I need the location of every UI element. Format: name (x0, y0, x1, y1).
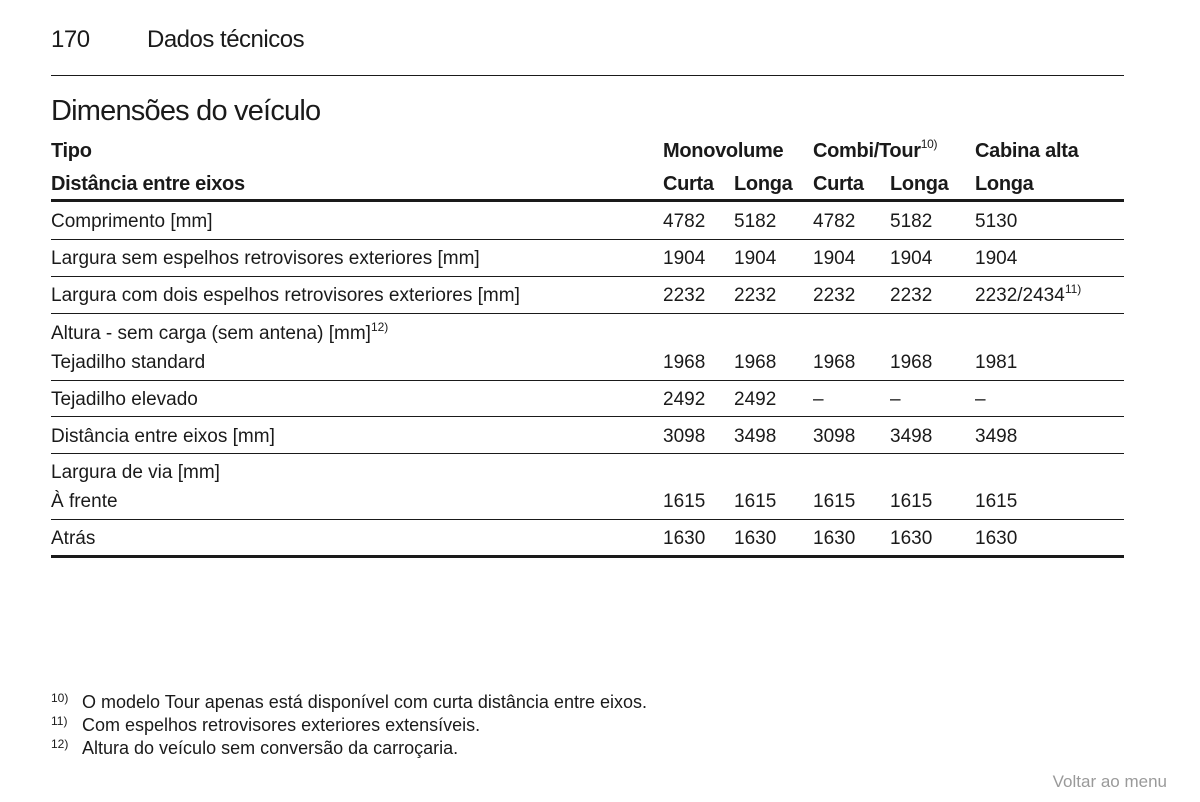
cell: 1630 (975, 528, 1018, 549)
cell: 2492 (734, 389, 777, 410)
cell: 2232 (663, 285, 706, 306)
header-col-1: Curta (663, 173, 714, 195)
row-label: Largura sem espelhos retrovisores exteriores [mm] (51, 248, 480, 269)
header-label-wheelbase: Distância entre eixos (51, 173, 245, 195)
header-group-cabina-alta: Cabina alta (975, 140, 1079, 162)
cell: 1615 (890, 491, 933, 512)
row-divider (51, 239, 1124, 240)
row-divider (51, 453, 1124, 454)
row-label: Distância entre eixos [mm] (51, 426, 275, 447)
cell: 1615 (975, 491, 1018, 512)
row-label: Comprimento [mm] (51, 211, 213, 232)
header-col-2: Longa (734, 173, 793, 195)
cell: 2492 (663, 389, 706, 410)
cell: 1904 (663, 248, 706, 269)
cell: 3098 (813, 426, 856, 447)
row-group-label: Altura - sem carga (sem antena) [mm]$^{12)}$ (51, 320, 389, 344)
row-divider (51, 416, 1124, 417)
header-group-monovolume: Monovolume (663, 140, 784, 162)
footnote-number: 11) (51, 714, 68, 728)
cell: 1904 (734, 248, 777, 269)
row-label: À frente (51, 491, 118, 512)
cell: 1904 (890, 248, 933, 269)
header-col-5: Longa (975, 173, 1034, 195)
cell: 1615 (663, 491, 706, 512)
footnote-text: O modelo Tour apenas está disponível com curta distância entre eixos. (82, 692, 647, 712)
row-divider (51, 519, 1124, 520)
cell: 3098 (663, 426, 706, 447)
row-group-label: Largura de via [mm] (51, 462, 220, 483)
cell: 1630 (813, 528, 856, 549)
cell: 4782 (663, 211, 706, 232)
cell: 1981 (975, 352, 1018, 373)
cell: 5182 (890, 211, 933, 232)
cell: 3498 (734, 426, 777, 447)
header-label-tipo: Tipo (51, 140, 92, 162)
footnote-number: 12) (51, 737, 69, 751)
cell: 1968 (734, 352, 777, 373)
row-label: Atrás (51, 528, 96, 549)
back-to-menu-link[interactable]: Voltar ao menu (1052, 772, 1167, 791)
cell: 1904 (975, 248, 1018, 269)
page-number: 170 (51, 26, 90, 53)
cell: – (975, 389, 986, 410)
row-divider (51, 276, 1124, 277)
footnote-text: Com espelhos retrovisores exteriores extensíveis. (82, 715, 481, 735)
header-col-3: Curta (813, 173, 864, 195)
cell: 1904 (813, 248, 856, 269)
cell: 3498 (890, 426, 933, 447)
header-group-combi-tour: Combi/Tour$^{10)}$ (813, 137, 938, 162)
cell: – (890, 389, 901, 410)
cell: 1615 (813, 491, 856, 512)
row-label: Largura com dois espelhos retrovisores exteriores [mm] (51, 285, 520, 306)
cell: 1615 (734, 491, 777, 512)
row-divider (51, 380, 1124, 381)
table-header-divider (51, 199, 1124, 202)
cell: 2232 (734, 285, 777, 306)
cell: – (813, 389, 824, 410)
row-divider (51, 313, 1124, 314)
cell: 1630 (734, 528, 777, 549)
header-divider (51, 75, 1124, 76)
section-title: Dimensões do veículo (51, 95, 321, 127)
table-bottom-rule (51, 555, 1124, 558)
footnote-ref: 10) (920, 137, 938, 151)
cell: 5130 (975, 211, 1018, 232)
cell: 1968 (813, 352, 856, 373)
row-label: Tejadilho elevado (51, 389, 198, 410)
cell: 3498 (975, 426, 1018, 447)
header-col-4: Longa (890, 173, 949, 195)
cell: 1630 (663, 528, 706, 549)
cell: 1968 (663, 352, 706, 373)
footnote-text: Altura do veículo sem conversão da carroçaria. (82, 738, 459, 758)
chapter-title: Dados técnicos (147, 26, 305, 53)
cell: 2232 (813, 285, 856, 306)
row-label: Tejadilho standard (51, 352, 206, 373)
cell: 2232 (890, 285, 933, 306)
cell: 2232/2434$^{11)}$ (975, 282, 1082, 306)
cell: 1630 (890, 528, 933, 549)
footnote-number: 10) (51, 691, 69, 705)
cell: 5182 (734, 211, 777, 232)
footnote-ref: 11) (1064, 282, 1082, 296)
cell: 1968 (890, 352, 933, 373)
cell: 4782 (813, 211, 856, 232)
footnote-ref: 12) (370, 320, 389, 334)
